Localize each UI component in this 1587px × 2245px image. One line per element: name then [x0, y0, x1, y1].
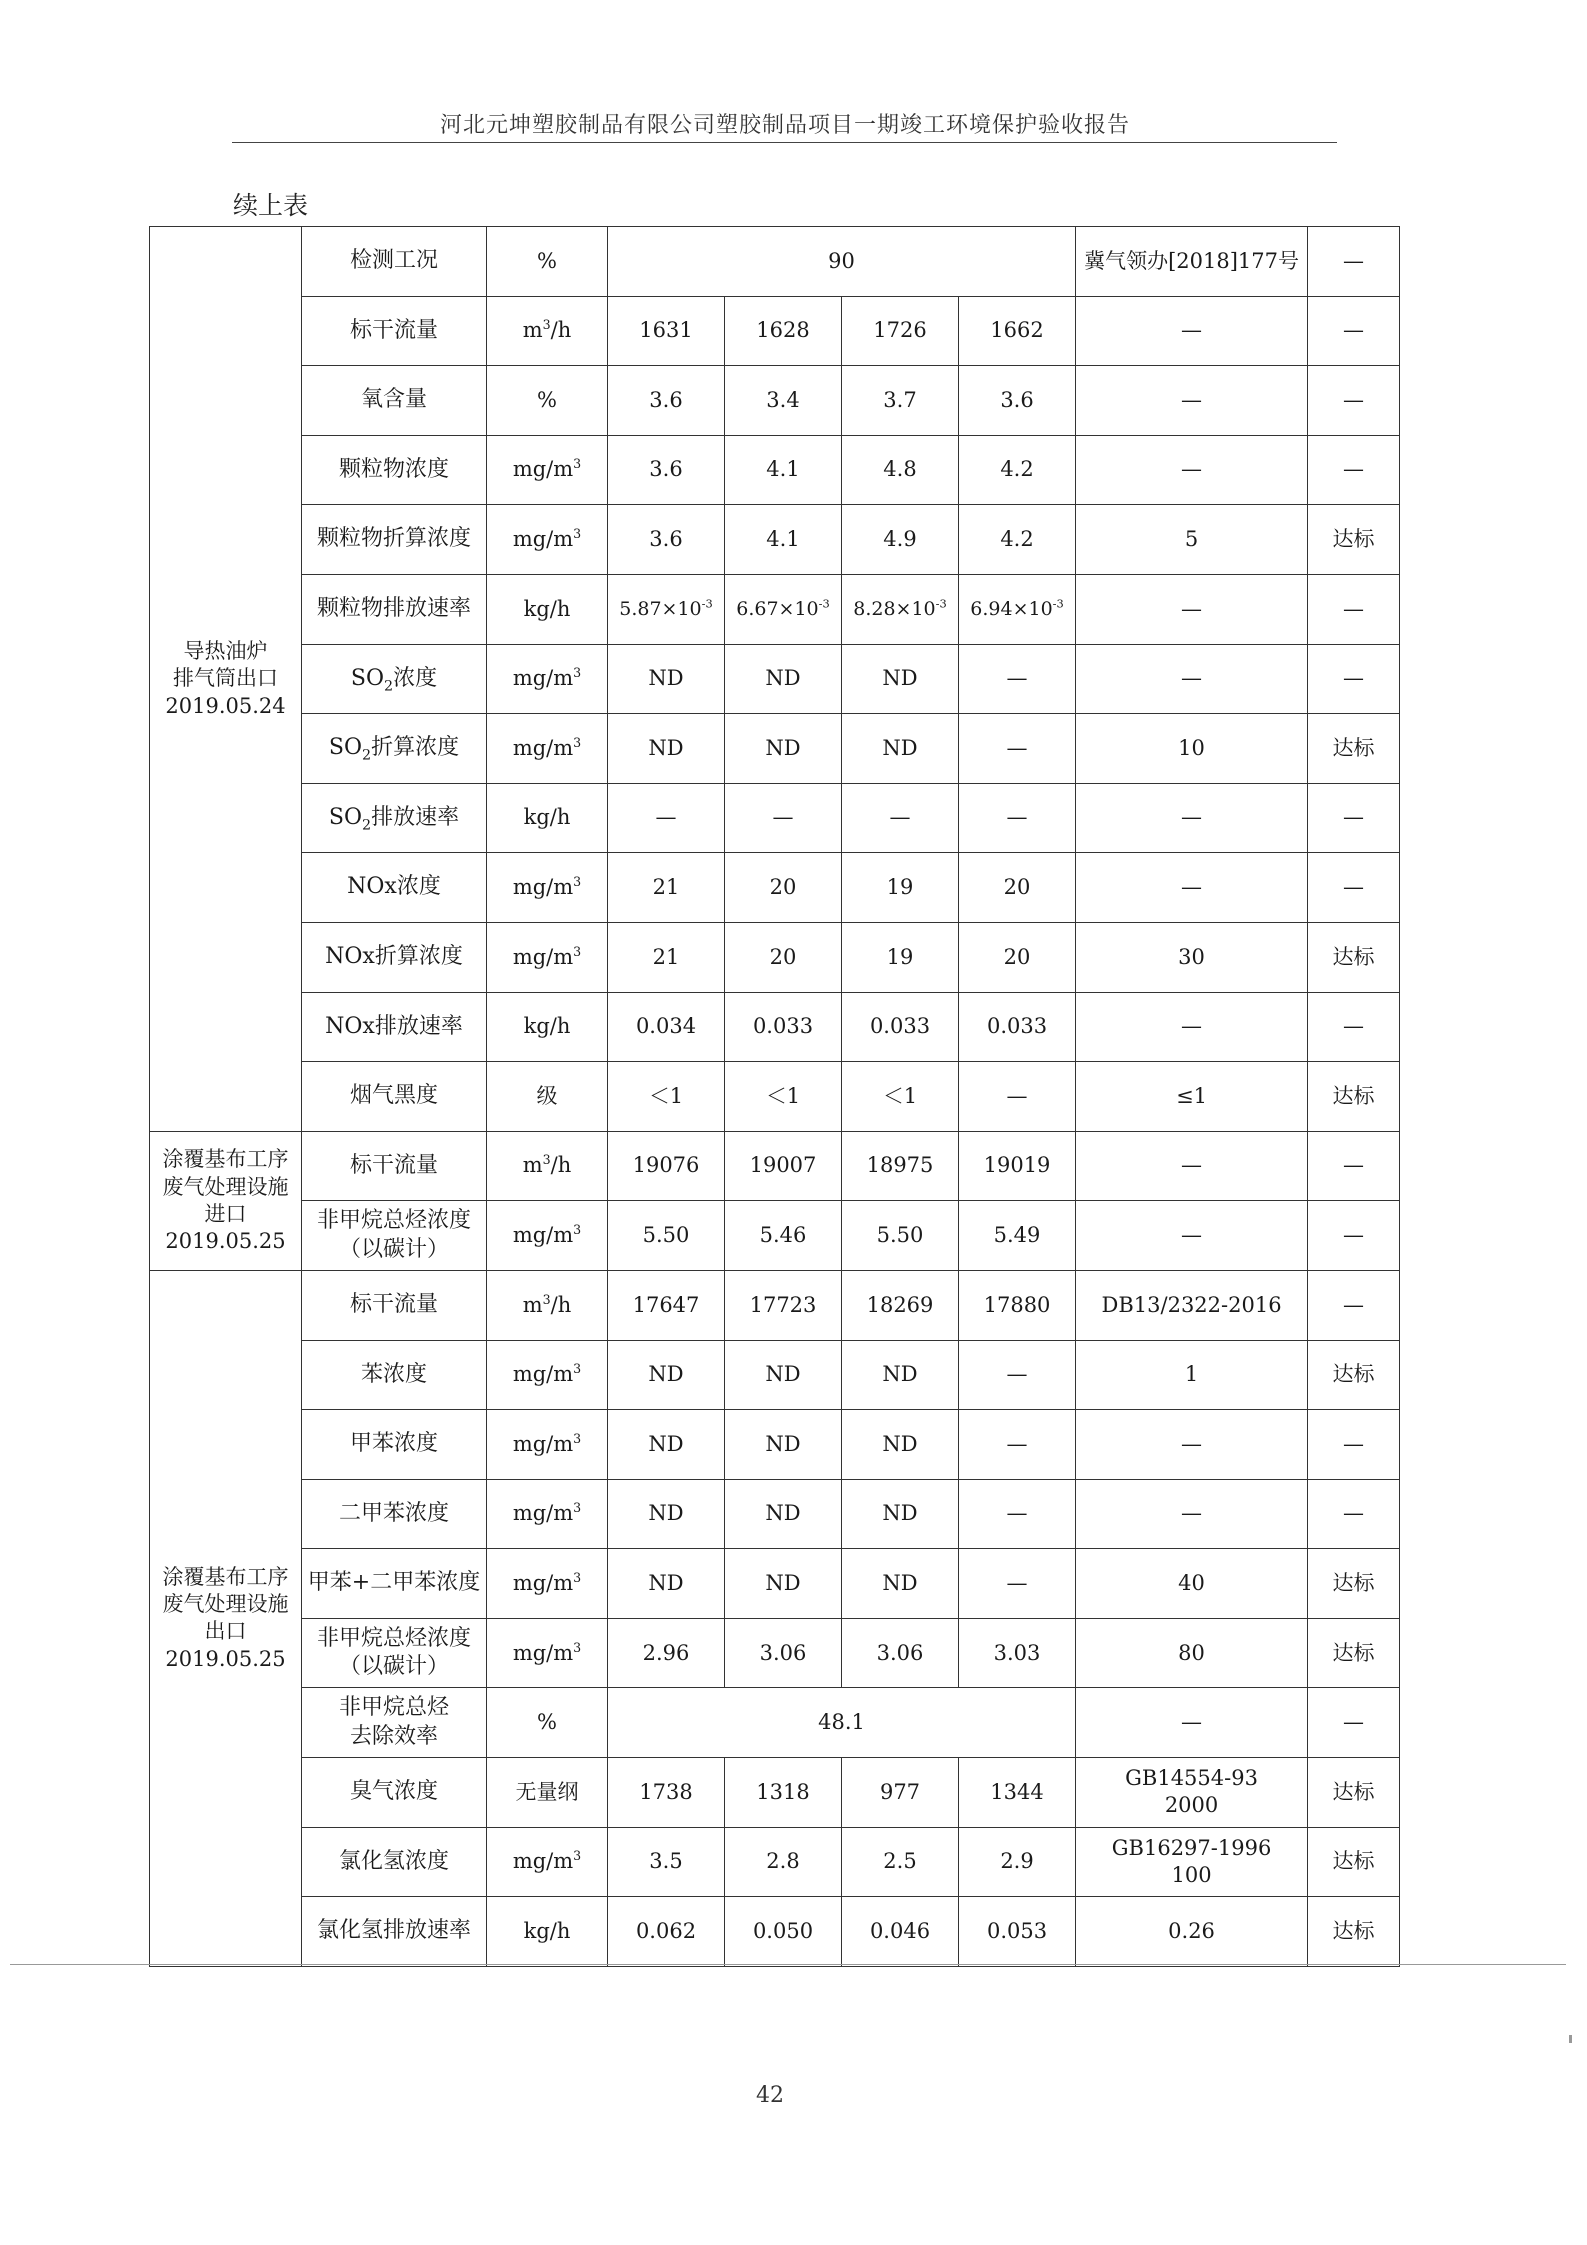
table-row	[150, 1827, 1400, 1897]
standard-cell: —	[1076, 1201, 1308, 1271]
table-row	[150, 714, 1400, 784]
value-cell: ND	[842, 1479, 959, 1549]
result-cell: —	[1308, 435, 1400, 505]
standard-cell: GB14554-93 2000	[1076, 1758, 1308, 1828]
standard-cell: 40	[1076, 1549, 1308, 1619]
unit-cell: kg/h	[487, 992, 608, 1062]
result-cell: —	[1308, 1270, 1400, 1340]
standard-cell: —	[1076, 644, 1308, 714]
emission-table	[149, 226, 1400, 1967]
item-cell: NOx浓度	[302, 853, 487, 923]
value-cell: 1628	[725, 296, 842, 366]
result-cell: —	[1308, 227, 1400, 297]
standard-cell: 5	[1076, 505, 1308, 575]
standard-cell: 冀气领办[2018]177号	[1076, 227, 1308, 297]
value-cell: 17880	[959, 1270, 1076, 1340]
table-body	[150, 227, 1400, 1967]
result-cell: —	[1308, 1201, 1400, 1271]
table-row	[150, 1410, 1400, 1480]
value-cell: ND	[842, 1410, 959, 1480]
table-row	[150, 922, 1400, 992]
value-cell: 1726	[842, 296, 959, 366]
result-cell: —	[1308, 1479, 1400, 1549]
value-cell: 0.053	[959, 1897, 1076, 1967]
standard-cell: —	[1076, 435, 1308, 505]
item-cell: 甲苯浓度	[302, 1410, 487, 1480]
item-cell: 标干流量	[302, 1131, 487, 1201]
value-cell: 1662	[959, 296, 1076, 366]
value-cell: 4.8	[842, 435, 959, 505]
standard-cell: DB13/2322-2016	[1076, 1270, 1308, 1340]
result-cell: 达标	[1308, 714, 1400, 784]
value-cell: ND	[842, 714, 959, 784]
value-cell: 3.06	[842, 1618, 959, 1688]
table-row	[150, 1062, 1400, 1132]
standard-cell: —	[1076, 1688, 1308, 1758]
value-cell: —	[959, 1340, 1076, 1410]
value-cell: 19	[842, 853, 959, 923]
result-cell: 达标	[1308, 1618, 1400, 1688]
value-cell: 20	[959, 922, 1076, 992]
result-cell: —	[1308, 1410, 1400, 1480]
header-rule	[232, 142, 1337, 143]
value-cell: —	[959, 1549, 1076, 1619]
unit-cell: $mg/m^3$	[487, 1549, 608, 1619]
value-cell: 5.50	[842, 1201, 959, 1271]
value-cell: $6.94\times 10^{-3}$	[959, 574, 1076, 644]
unit-cell: $m^3/h$	[487, 296, 608, 366]
value-cell: ND	[608, 1549, 725, 1619]
value-cell: 4.2	[959, 435, 1076, 505]
value-cell: 2.96	[608, 1618, 725, 1688]
value-cell: —	[959, 1062, 1076, 1132]
table-row	[150, 1688, 1400, 1758]
unit-cell: $mg/m^3$	[487, 1479, 608, 1549]
value-cell: 20	[959, 853, 1076, 923]
table-row	[150, 1201, 1400, 1271]
value-cell: ＜1	[725, 1062, 842, 1132]
value-cell: 21	[608, 922, 725, 992]
standard-cell: —	[1076, 1479, 1308, 1549]
unit-cell: $mg/m^3$	[487, 505, 608, 575]
value-cell: 1631	[608, 296, 725, 366]
value-cell: ND	[725, 1479, 842, 1549]
value-cell: 20	[725, 922, 842, 992]
result-cell: 达标	[1308, 1827, 1400, 1897]
value-cell: ND	[842, 1340, 959, 1410]
standard-cell: —	[1076, 853, 1308, 923]
value-cell: —	[842, 783, 959, 853]
value-cell: ND	[608, 644, 725, 714]
value-cell: 18269	[842, 1270, 959, 1340]
item-cell: NOx折算浓度	[302, 922, 487, 992]
item-cell: 非甲烷总烃 去除效率	[302, 1688, 487, 1758]
unit-cell: 无量纲	[487, 1758, 608, 1828]
standard-cell: —	[1076, 574, 1308, 644]
result-cell: 达标	[1308, 1340, 1400, 1410]
standard-cell: —	[1076, 366, 1308, 436]
value-cell: 4.9	[842, 505, 959, 575]
result-cell: —	[1308, 644, 1400, 714]
value-cell: 18975	[842, 1131, 959, 1201]
value-cell: ND	[608, 1479, 725, 1549]
item-cell: 标干流量	[302, 296, 487, 366]
standard-cell: 10	[1076, 714, 1308, 784]
standard-cell: —	[1076, 296, 1308, 366]
item-cell: 颗粒物折算浓度	[302, 505, 487, 575]
unit-cell: kg/h	[487, 1897, 608, 1967]
unit-cell: $mg/m^3$	[487, 1201, 608, 1271]
value-cell: 17647	[608, 1270, 725, 1340]
value-cell: 5.49	[959, 1201, 1076, 1271]
merged-value-cell: 90	[608, 227, 1076, 297]
value-cell: 1344	[959, 1758, 1076, 1828]
value-cell: 0.033	[725, 992, 842, 1062]
value-cell: 0.033	[959, 992, 1076, 1062]
unit-cell: $mg/m^3$	[487, 714, 608, 784]
table-row	[150, 783, 1400, 853]
item-cell: 二甲苯浓度	[302, 1479, 487, 1549]
value-cell: ND	[842, 1549, 959, 1619]
result-cell: —	[1308, 296, 1400, 366]
value-cell: —	[725, 783, 842, 853]
value-cell: 4.1	[725, 505, 842, 575]
unit-cell: %	[487, 1688, 608, 1758]
unit-cell: $mg/m^3$	[487, 1618, 608, 1688]
unit-cell: $mg/m^3$	[487, 1410, 608, 1480]
value-cell: 0.034	[608, 992, 725, 1062]
item-cell: $SO_2$排放速率	[302, 783, 487, 853]
value-cell: 977	[842, 1758, 959, 1828]
value-cell: $8.28\times 10^{-3}$	[842, 574, 959, 644]
table-row	[150, 1549, 1400, 1619]
standard-cell: GB16297-1996 100	[1076, 1827, 1308, 1897]
table-row	[150, 505, 1400, 575]
item-cell: 颗粒物排放速率	[302, 574, 487, 644]
unit-cell: $m^3/h$	[487, 1270, 608, 1340]
value-cell: 5.50	[608, 1201, 725, 1271]
table-row	[150, 1340, 1400, 1410]
item-cell: 甲苯+二甲苯浓度	[302, 1549, 487, 1619]
value-cell: ND	[725, 1549, 842, 1619]
result-cell: 达标	[1308, 505, 1400, 575]
value-cell: ＜1	[608, 1062, 725, 1132]
value-cell: 17723	[725, 1270, 842, 1340]
standard-cell: 1	[1076, 1340, 1308, 1410]
value-cell: 2.9	[959, 1827, 1076, 1897]
unit-cell: kg/h	[487, 574, 608, 644]
value-cell: ND	[725, 644, 842, 714]
item-cell: 标干流量	[302, 1270, 487, 1340]
unit-cell: %	[487, 366, 608, 436]
value-cell: ND	[725, 1340, 842, 1410]
value-cell: 3.06	[725, 1618, 842, 1688]
value-cell: 3.4	[725, 366, 842, 436]
value-cell: 4.1	[725, 435, 842, 505]
unit-cell: $mg/m^3$	[487, 644, 608, 714]
table-row	[150, 1479, 1400, 1549]
value-cell: 19076	[608, 1131, 725, 1201]
value-cell: 4.2	[959, 505, 1076, 575]
value-cell: 19007	[725, 1131, 842, 1201]
value-cell: ND	[725, 714, 842, 784]
result-cell: —	[1308, 783, 1400, 853]
value-cell: 3.6	[959, 366, 1076, 436]
value-cell: 3.5	[608, 1827, 725, 1897]
item-cell: 检测工况	[302, 227, 487, 297]
unit-cell: $mg/m^3$	[487, 922, 608, 992]
value-cell: 0.033	[842, 992, 959, 1062]
item-cell: 非甲烷总烃浓度 （以碳计）	[302, 1618, 487, 1688]
unit-cell: $mg/m^3$	[487, 1340, 608, 1410]
unit-cell: $mg/m^3$	[487, 435, 608, 505]
item-cell: 氧含量	[302, 366, 487, 436]
value-cell: 0.062	[608, 1897, 725, 1967]
value-cell: 19	[842, 922, 959, 992]
item-cell: 颗粒物浓度	[302, 435, 487, 505]
value-cell: 1738	[608, 1758, 725, 1828]
group-label-cell: 涂覆基布工序 废气处理设施 进口 2019.05.25	[150, 1131, 302, 1270]
value-cell: ＜1	[842, 1062, 959, 1132]
result-cell: —	[1308, 992, 1400, 1062]
standard-cell: —	[1076, 783, 1308, 853]
value-cell: 20	[725, 853, 842, 923]
value-cell: 5.46	[725, 1201, 842, 1271]
table-row	[150, 1270, 1400, 1340]
result-cell: —	[1308, 1688, 1400, 1758]
table-row	[150, 644, 1400, 714]
standard-cell: 30	[1076, 922, 1308, 992]
value-cell: 3.7	[842, 366, 959, 436]
item-cell: 臭气浓度	[302, 1758, 487, 1828]
table-row	[150, 435, 1400, 505]
value-cell: 3.6	[608, 435, 725, 505]
value-cell: —	[959, 714, 1076, 784]
value-cell: ND	[608, 1410, 725, 1480]
value-cell: 21	[608, 853, 725, 923]
table-row	[150, 853, 1400, 923]
unit-cell: %	[487, 227, 608, 297]
merged-value-cell: 48.1	[608, 1688, 1076, 1758]
table-row	[150, 227, 1400, 297]
unit-cell: kg/h	[487, 783, 608, 853]
value-cell: —	[959, 1479, 1076, 1549]
value-cell: —	[959, 783, 1076, 853]
item-cell: $SO_2$折算浓度	[302, 714, 487, 784]
group-label-cell: 涂覆基布工序 废气处理设施 出口 2019.05.25	[150, 1270, 302, 1966]
item-cell: NOx排放速率	[302, 992, 487, 1062]
unit-cell: 级	[487, 1062, 608, 1132]
value-cell: 3.6	[608, 366, 725, 436]
unit-cell: $m^3/h$	[487, 1131, 608, 1201]
item-cell: 氯化氢排放速率	[302, 1897, 487, 1967]
item-cell: 苯浓度	[302, 1340, 487, 1410]
table-row	[150, 296, 1400, 366]
value-cell: —	[959, 1410, 1076, 1480]
value-cell: $6.67\times 10^{-3}$	[725, 574, 842, 644]
table-row	[150, 1618, 1400, 1688]
bottom-rule	[10, 1964, 1566, 1965]
standard-cell: —	[1076, 1410, 1308, 1480]
continued-label: 续上表	[233, 191, 309, 220]
result-cell: —	[1308, 853, 1400, 923]
result-cell: 达标	[1308, 1062, 1400, 1132]
standard-cell: 0.26	[1076, 1897, 1308, 1967]
result-cell: 达标	[1308, 1758, 1400, 1828]
page-header: 河北元坤塑胶制品有限公司塑胶制品项目一期竣工环境保护验收报告	[439, 113, 1130, 138]
value-cell: 0.046	[842, 1897, 959, 1967]
standard-cell: ≤1	[1076, 1062, 1308, 1132]
value-cell: $5.87\times 10^{-3}$	[608, 574, 725, 644]
result-cell: 达标	[1308, 922, 1400, 992]
table-row	[150, 1897, 1400, 1967]
group-label-cell: 导热油炉 排气筒出口 2019.05.24	[150, 227, 302, 1132]
value-cell: ND	[608, 714, 725, 784]
value-cell: 1318	[725, 1758, 842, 1828]
value-cell: ND	[725, 1410, 842, 1480]
value-cell: 0.050	[725, 1897, 842, 1967]
table-row	[150, 574, 1400, 644]
result-cell: —	[1308, 1131, 1400, 1201]
result-cell: 达标	[1308, 1549, 1400, 1619]
value-cell: 3.03	[959, 1618, 1076, 1688]
page-number: 42	[756, 2083, 784, 2108]
item-cell: $SO_2$浓度	[302, 644, 487, 714]
value-cell: ND	[608, 1340, 725, 1410]
value-cell: 3.6	[608, 505, 725, 575]
value-cell: —	[608, 783, 725, 853]
result-cell: —	[1308, 574, 1400, 644]
result-cell: —	[1308, 366, 1400, 436]
standard-cell: 80	[1076, 1618, 1308, 1688]
value-cell: 2.8	[725, 1827, 842, 1897]
margin-mark	[1569, 2035, 1572, 2043]
item-cell: 烟气黑度	[302, 1062, 487, 1132]
item-cell: 非甲烷总烃浓度 （以碳计）	[302, 1201, 487, 1271]
value-cell: 2.5	[842, 1827, 959, 1897]
result-cell: 达标	[1308, 1897, 1400, 1967]
standard-cell: —	[1076, 1131, 1308, 1201]
value-cell: 19019	[959, 1131, 1076, 1201]
value-cell: ND	[842, 644, 959, 714]
table-row	[150, 1131, 1400, 1201]
standard-cell: —	[1076, 992, 1308, 1062]
unit-cell: $mg/m^3$	[487, 853, 608, 923]
table-row	[150, 366, 1400, 436]
value-cell: —	[959, 644, 1076, 714]
table-row	[150, 992, 1400, 1062]
unit-cell: $mg/m^3$	[487, 1827, 608, 1897]
table-row	[150, 1758, 1400, 1828]
item-cell: 氯化氢浓度	[302, 1827, 487, 1897]
